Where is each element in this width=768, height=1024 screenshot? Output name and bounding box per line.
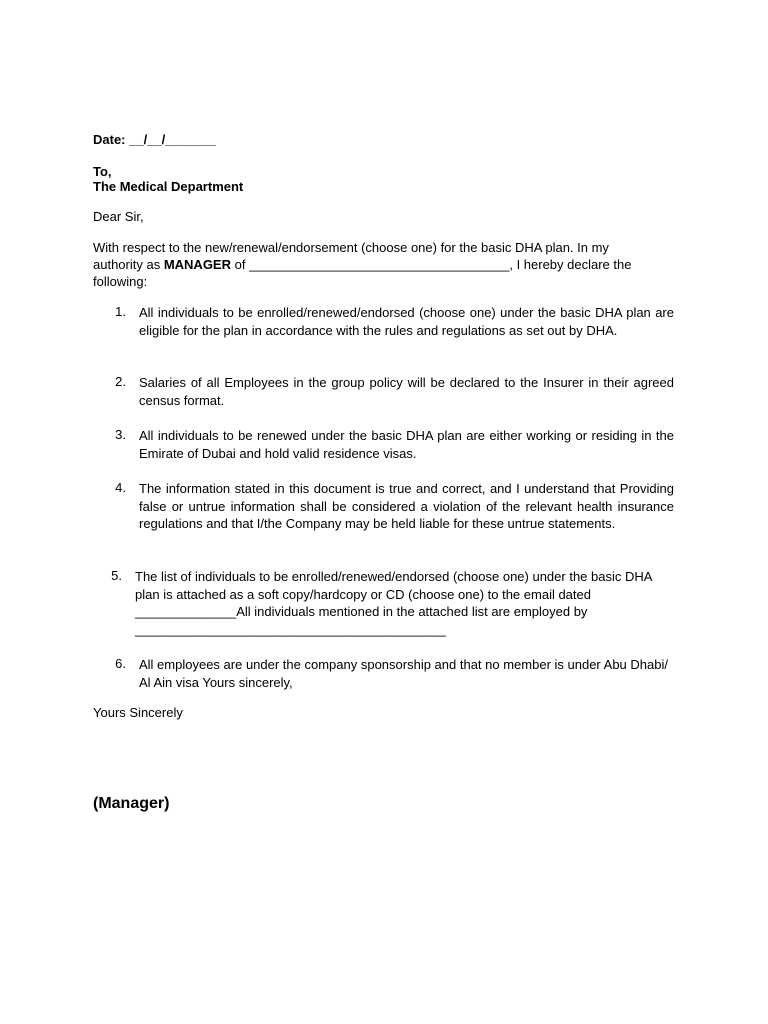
list-item: Salaries of all Employees in the group policy will be declared to the Insurer in their agreed census format. [139, 375, 674, 408]
recipient: The Medical Department [93, 179, 244, 194]
intro-part2: of ____________________________________, I hereby declare the following: [93, 257, 632, 289]
date-line: Date: __/__/_______ [93, 132, 216, 147]
intro-part1: With respect to the new/renewal/endorsement (choose one) for the basic DHA plan. In my authority as [93, 240, 609, 272]
item-number: 1. [115, 304, 126, 319]
item-number: 2. [115, 374, 126, 389]
item-number: 4. [115, 480, 126, 495]
intro-paragraph [93, 239, 658, 290]
list-item: All employees are under the company sponsorship and that no member is under Abu Dhabi/ Al Ain visa Yours sincerely, [139, 657, 668, 690]
to-label: To, [93, 164, 112, 179]
item-number: 6. [115, 656, 126, 671]
item-number: 3. [115, 427, 126, 442]
list-item: All individuals to be enrolled/renewed/endorsed (choose one) under the basic DHA plan are eligible for the plan in accordance with the rules and regulations as set out by DHA. [139, 305, 674, 338]
list-item: All individuals to be renewed under the basic DHA plan are either working or residing in the Emirate of Dubai and hold valid residence visas. [139, 428, 674, 461]
closing: Yours Sincerely [93, 705, 183, 720]
list-item: The information stated in this document is true and correct, and I understand that Providing false or untrue information shall be considered a violation of the relevant health insurance regulations and that I/the Company may be held liable for these untrue statements. [139, 481, 674, 531]
greeting: Dear Sir, [93, 209, 144, 224]
item-number: 5. [111, 568, 122, 583]
intro-role: MANAGER [163, 257, 231, 272]
list-item: The list of individuals to be enrolled/renewed/endorsed (choose one) under the basic DHA plan is attached as a soft copy/hardcopy or CD (choose one) to the email dated ______________All individuals mentioned in the attached list are employed by ___________________________________________ [135, 569, 652, 637]
signoff: (Manager) [93, 795, 170, 812]
